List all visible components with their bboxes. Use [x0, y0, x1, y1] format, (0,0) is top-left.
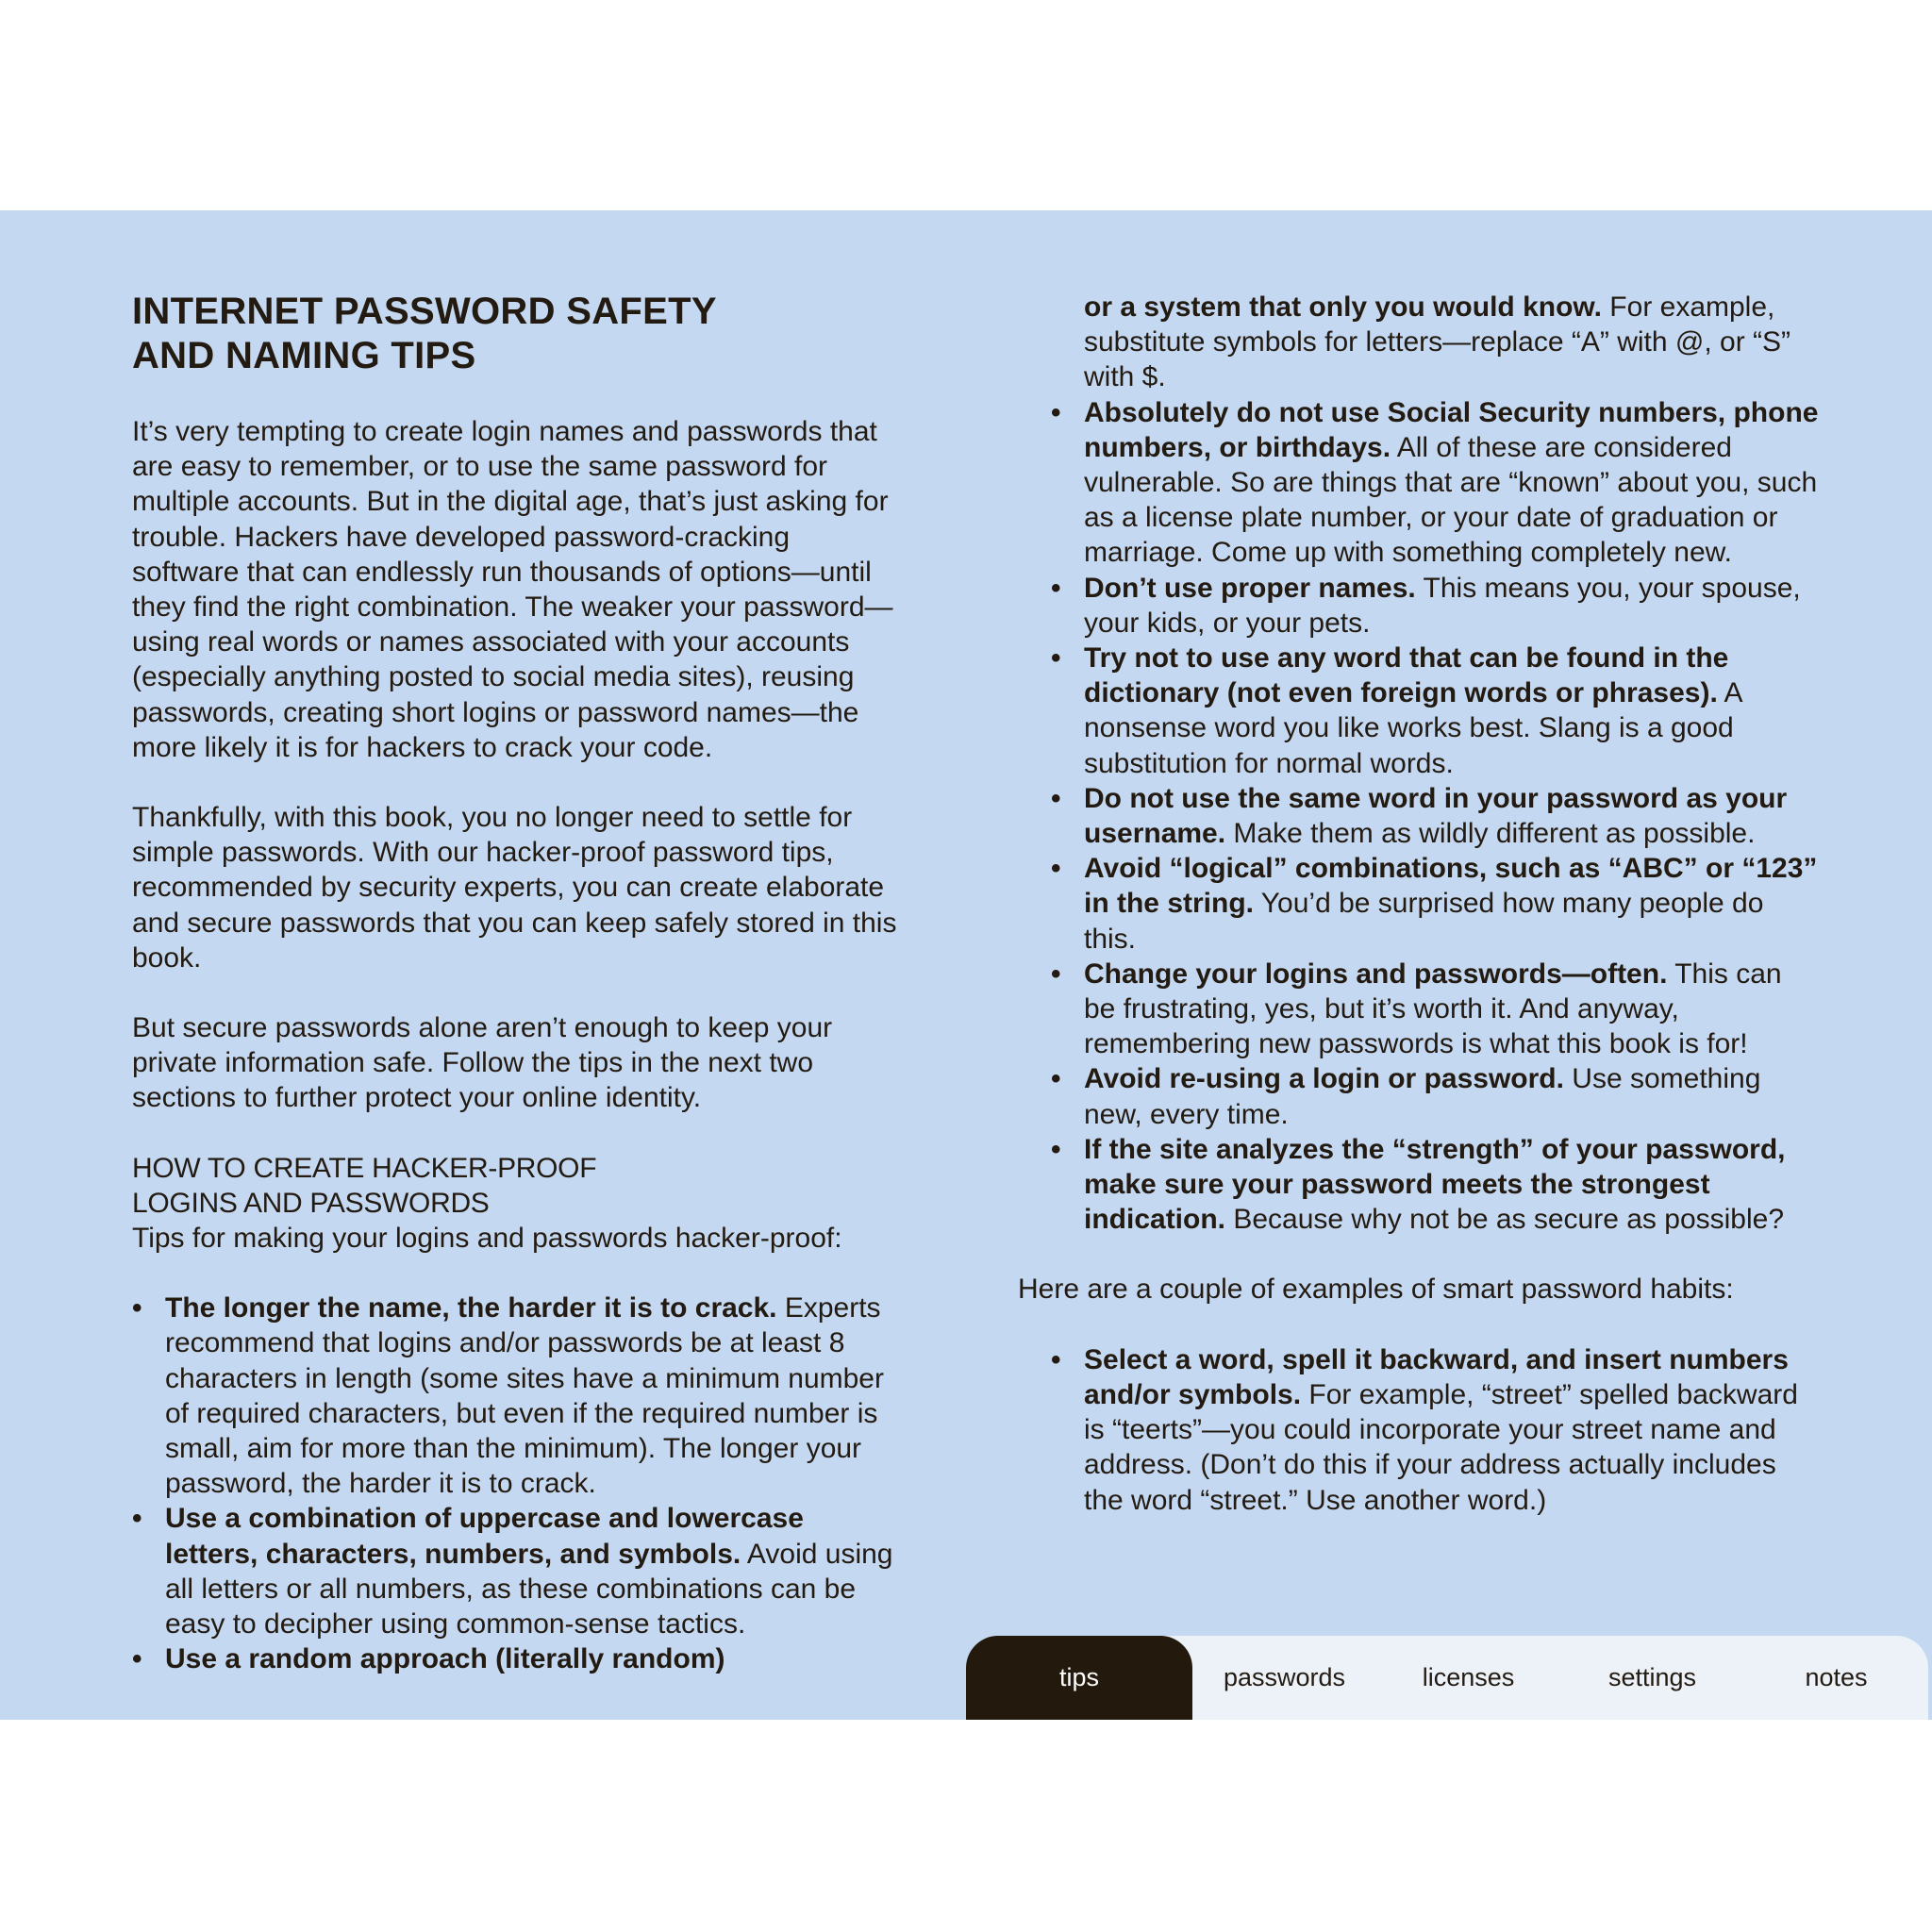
tip-text: Experts recommend that logins and/or passwords be at least 8 characters in length (some sites have a minimum number of required characters, but even if the required number is small, aim for more than the minimum). The longer your password, the harder it is to crack.: [165, 1292, 884, 1500]
list-item: [1051, 851, 1820, 957]
list-item: [132, 1501, 901, 1641]
tip-heading: Use a random approach (literally random): [165, 1643, 725, 1675]
list-item: [1051, 1342, 1820, 1518]
example-text: For example, “street” spelled backward is “teerts”—you could incorporate your street name and address. (Don’t do this if your address actually includes the word “street.” Use another word.): [1084, 1378, 1798, 1516]
tip-heading: Don’t use proper names.: [1084, 572, 1416, 604]
tip-text: A nonsense word you like works best. Slang is a good substitution for normal words.: [1084, 677, 1741, 779]
tip-heading: Change your logins and passwords—often.: [1084, 958, 1668, 990]
tip-text: You’d be surprised how many people do this.: [1084, 888, 1764, 955]
page-title: [132, 290, 901, 378]
tip-text: This means you, your spouse, your kids, or your pets.: [1084, 572, 1801, 639]
tip-heading: or a system that only you would know.: [1084, 291, 1602, 323]
intro-paragraph: It’s very tempting to create login names and passwords that are easy to remember, or to use the same password for multiple accounts. But in the digital age, that’s just asking for trouble. Hackers have developed password-cracking software that can endlessly run thousands of options—until they find the right combination. The weaker your password—using real words or names associated with your accounts (especially anything posted to social media sites), reusing passwords, creating short logins or password names—the more likely it is for hackers to crack your code.: [132, 416, 893, 763]
intro-paragraph: But secure passwords alone aren’t enough to keep your private information safe. Follow the tips in the next two sections to further protect your online identity.: [132, 1012, 833, 1114]
list-item: [1051, 395, 1820, 571]
tips-list-right: [1051, 290, 1820, 1237]
tip-heading: Do not use the same word in your password as your username.: [1084, 782, 1788, 850]
tips-list-left: [132, 1291, 901, 1676]
list-item: [1051, 571, 1820, 641]
tip-heading: Try not to use any word that can be found in the dictionary (not even foreign words or phrases).: [1084, 642, 1729, 709]
section-title: [132, 1151, 901, 1221]
tab-notes[interactable]: notes: [1805, 1663, 1868, 1691]
examples-lead: Here are a couple of examples of smart password habits:: [1018, 1274, 1734, 1306]
list-item: [1051, 641, 1820, 781]
list-item: [1051, 957, 1820, 1062]
list-item: [132, 1291, 901, 1501]
tip-text: Because why not be as secure as possible?: [1225, 1204, 1785, 1236]
example-heading: Select a word, spell it backward, and insert numbers and/or symbols.: [1084, 1343, 1789, 1410]
tab-passwords[interactable]: passwords: [1223, 1663, 1346, 1691]
left-page: [132, 290, 901, 1677]
tip-heading: Avoid re-using a login or password.: [1084, 1063, 1564, 1095]
list-item: [1051, 1061, 1820, 1131]
examples-list: [1051, 1342, 1820, 1518]
right-page: [1018, 290, 1820, 1518]
tab-tips[interactable]: tips: [966, 1636, 1192, 1720]
book-spread: [0, 210, 1932, 1720]
tab-settings[interactable]: settings: [1607, 1663, 1697, 1691]
section-title-line-1: HOW TO CREATE HACKER-PROOF: [132, 1152, 597, 1184]
section-tab-bar: [966, 1636, 1928, 1720]
tip-text: All of these are considered vulnerable. So are things that are “known” about you, such as a license plate number, or your date of graduation or marriage. Come up with something completely new.: [1084, 431, 1818, 569]
tip-text: This can be frustrating, yes, but it’s worth it. And anyway, remembering new passwords is what this book is for!: [1084, 958, 1782, 1060]
page-title-line-2: AND NAMING TIPS: [132, 335, 476, 376]
tab-licenses[interactable]: licenses: [1422, 1663, 1515, 1691]
tip-text: For example, substitute symbols for letters—replace “A” with @, or “S” with $.: [1084, 291, 1791, 393]
section-lead: Tips for making your logins and passwords hacker-proof:: [132, 1223, 842, 1255]
section-title-line-2: LOGINS AND PASSWORDS: [132, 1187, 490, 1219]
tip-text: Use something new, every time.: [1084, 1063, 1761, 1130]
intro-paragraph: Thankfully, with this book, you no longer need to settle for simple passwords. With our hacker-proof password tips, recommended by security experts, you can create elaborate and secure passwords that you can keep safely stored in this book.: [132, 802, 897, 974]
page-title-line-1: INTERNET PASSWORD SAFETY: [132, 291, 717, 332]
tip-heading: Use a combination of uppercase and lowercase letters, characters, numbers, and symbols.: [165, 1503, 804, 1570]
list-item: [132, 1641, 901, 1676]
list-item: [1051, 290, 1820, 395]
list-item: [1051, 1132, 1820, 1238]
tip-heading: Avoid “logical” combinations, such as “ABC” or “123” in the string.: [1084, 853, 1818, 920]
tip-heading: If the site analyzes the “strength” of your password, make sure your password meets the strongest indication.: [1084, 1133, 1786, 1236]
tip-heading: The longer the name, the harder it is to crack.: [165, 1292, 777, 1324]
tip-heading: Absolutely do not use Social Security numbers, phone numbers, or birthdays.: [1084, 396, 1819, 463]
list-item: [1051, 781, 1820, 851]
tip-text: Make them as wildly different as possible.: [1225, 818, 1756, 850]
tip-text: Avoid using all letters or all numbers, as these combinations can be easy to decipher using common-sense tactics.: [165, 1538, 893, 1641]
